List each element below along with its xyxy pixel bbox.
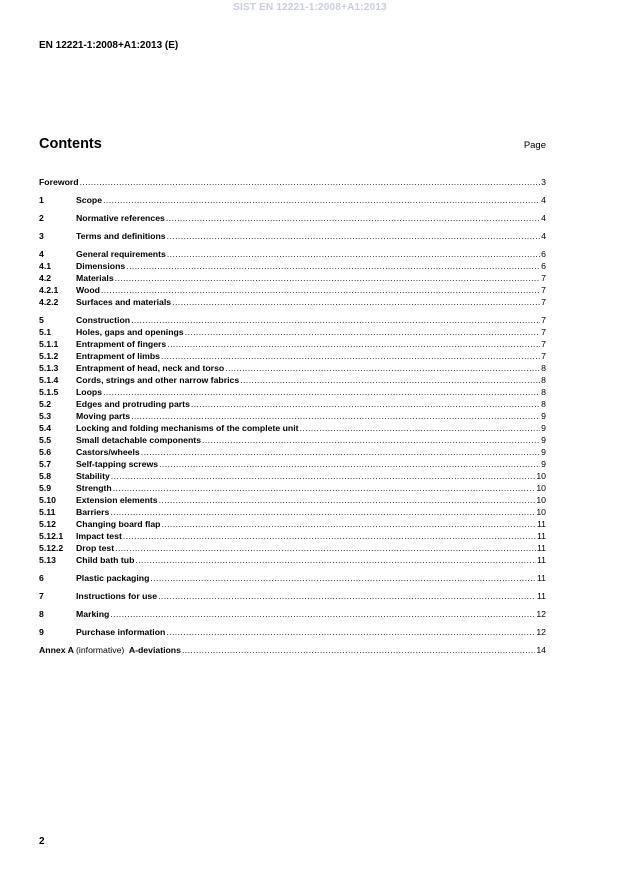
toc-entry-title: Impact test (76, 531, 122, 541)
toc-entry[interactable] (39, 572, 546, 584)
toc-entry-number: 5.6 (39, 447, 52, 457)
toc-entry-page: 7 (541, 285, 546, 295)
toc-entry-title: Entrapment of fingers (76, 339, 167, 349)
toc-dot-leader (167, 230, 541, 242)
toc-dot-leader (167, 248, 540, 260)
toc-dot-leader (135, 554, 536, 566)
toc-entry[interactable] (39, 398, 546, 410)
toc-entry-page: 9 (541, 423, 546, 433)
toc-entry-page: 10 (536, 507, 546, 517)
toc-entry-number: 5.12.1 (39, 531, 64, 541)
toc-entry-page: 11 (536, 531, 546, 541)
toc-entry-page: 11 (536, 591, 546, 601)
toc-entry[interactable] (39, 374, 546, 386)
toc-entry-number: 5.2 (39, 399, 52, 409)
toc-entry-number: 2 (39, 213, 44, 223)
toc-entry-title: Stability (76, 471, 110, 481)
toc-entry-number: 5 (39, 315, 44, 325)
toc-entry-title: Edges and protruding parts (76, 399, 190, 409)
toc-entry-number: 5.3 (39, 411, 52, 421)
toc-entry[interactable] (39, 458, 546, 470)
toc-entry-number: 5.1.1 (39, 339, 59, 349)
toc-dot-leader (113, 482, 536, 494)
toc-dot-leader (172, 296, 540, 308)
toc-dot-leader (185, 326, 541, 338)
toc-dot-leader (110, 608, 535, 620)
toc-entry[interactable] (39, 176, 546, 188)
toc-dot-leader (131, 410, 540, 422)
toc-entry-number: 5.1.5 (39, 387, 59, 397)
toc-entry[interactable] (39, 590, 546, 602)
toc-entry[interactable] (39, 386, 546, 398)
toc-entry-page: 11 (536, 519, 546, 529)
toc-dot-leader (161, 350, 540, 362)
toc-entry-title: Changing board flap (76, 519, 161, 529)
contents-title: Contents (39, 136, 102, 152)
toc-entry-page: 10 (536, 483, 546, 493)
toc-entry[interactable] (39, 314, 546, 326)
toc-entry-title: Plastic packaging (76, 573, 150, 583)
toc-entry[interactable] (39, 470, 546, 482)
toc-dot-leader (159, 458, 540, 470)
toc-entry-page: 7 (541, 315, 546, 325)
toc-entry[interactable] (39, 446, 546, 458)
toc-entry-number: 5.10 (39, 495, 56, 505)
toc-entry-title: Barriers (76, 507, 110, 517)
toc-entry-page: 6 (541, 261, 546, 271)
toc-entry-number: 6 (39, 573, 44, 583)
toc-entry[interactable] (39, 338, 546, 350)
toc-dot-leader (103, 386, 540, 398)
toc-entry-number: 5.1.2 (39, 351, 59, 361)
toc-entry-title: Scope (76, 195, 103, 205)
toc-entry-number: 5.1.3 (39, 363, 59, 373)
toc-entry[interactable] (39, 260, 546, 272)
toc-entry-page: 9 (541, 411, 546, 421)
toc-entry-page: 9 (541, 435, 546, 445)
toc-entry-page: 3 (541, 177, 546, 187)
toc-entry-title: Foreword (39, 177, 79, 187)
toc-entry-title: Wood (76, 285, 100, 295)
toc-entry-page: 6 (541, 249, 546, 259)
toc-entry-title: Terms and definitions (76, 231, 166, 241)
toc-entry-page: 7 (541, 327, 546, 337)
toc-dot-leader (101, 284, 540, 296)
toc-entry-title: Small detachable components (76, 435, 202, 445)
toc-entry[interactable] (39, 326, 546, 338)
annex-informative: (informative) (76, 645, 125, 655)
toc-dot-leader (115, 272, 540, 284)
toc-entry[interactable] (39, 422, 546, 434)
toc-entry-page: 7 (541, 339, 546, 349)
toc-entry-title: Cords, strings and other narrow fabrics (76, 375, 240, 385)
toc-entry-number: 4.1 (39, 261, 52, 271)
toc-entry-page: 8 (541, 363, 546, 373)
annex-name: A-deviations (128, 645, 181, 655)
toc-dot-leader (159, 494, 536, 506)
toc-dot-leader (240, 374, 540, 386)
page-column-label: Page (523, 140, 546, 151)
toc-dot-leader (80, 176, 541, 188)
toc-dot-leader (202, 434, 540, 446)
toc-dot-leader (158, 590, 536, 602)
toc-entry-title: Entrapment of head, neck and torso (76, 363, 225, 373)
toc-entry-number: 5.7 (39, 459, 52, 469)
toc-entry-page: 9 (541, 459, 546, 469)
toc-entry-title: Marking (76, 609, 110, 619)
toc-entry-title: Purchase information (76, 627, 166, 637)
toc-entry-number: 4.2 (39, 273, 52, 283)
toc-entry-number: 5.4 (39, 423, 52, 433)
toc-dot-leader (166, 626, 535, 638)
toc-entry-number: 5.9 (39, 483, 52, 493)
toc-dot-leader (123, 530, 536, 542)
toc-dot-leader (300, 422, 541, 434)
toc-entry-title: Strength (76, 483, 112, 493)
toc-entry-title: Locking and folding mechanisms of the complete unit (76, 423, 299, 433)
toc-entry-page: 4 (541, 231, 546, 241)
toc-entry-number: 5.8 (39, 471, 52, 481)
toc-dot-leader (110, 506, 535, 518)
toc-entry-title: Loops (76, 387, 103, 397)
toc-entry-number: 1 (39, 195, 44, 205)
toc-dot-leader (141, 446, 540, 458)
toc-entry-page: 8 (541, 399, 546, 409)
toc-dot-leader (115, 542, 536, 554)
toc-entry[interactable] (39, 296, 546, 308)
toc-entry-number: 9 (39, 627, 44, 637)
toc-dot-leader (111, 470, 536, 482)
toc-entry-title: Drop test (76, 543, 115, 553)
toc-entry-page: 4 (541, 213, 546, 223)
toc-entry-title: Entrapment of limbs (76, 351, 160, 361)
standard-header: EN 12221-1:2008+A1:2013 (E) (39, 40, 179, 51)
toc-entry-title: Child bath tub (76, 555, 135, 565)
toc-entry[interactable] (39, 248, 546, 260)
toc-dot-leader (191, 398, 540, 410)
toc-dot-leader (225, 362, 540, 374)
toc-entry[interactable] (39, 350, 546, 362)
toc-entry-page: 11 (536, 573, 546, 583)
toc-entry-annex[interactable] (39, 644, 546, 656)
toc-entry[interactable] (39, 518, 546, 530)
toc-entry-page: 4 (541, 195, 546, 205)
toc-entry[interactable] (39, 434, 546, 446)
toc-entry-page: 8 (541, 375, 546, 385)
toc-entry-page: 12 (536, 627, 546, 637)
toc-entry-page: 10 (536, 471, 546, 481)
toc-entry-title: General requirements (76, 249, 166, 259)
toc-entry-number: 4 (39, 249, 44, 259)
toc-entry-number: 5.5 (39, 435, 52, 445)
toc-dot-leader (167, 338, 540, 350)
toc-entry-number: 7 (39, 591, 44, 601)
annex-label: Annex A (39, 645, 74, 655)
toc-dot-leader (126, 260, 540, 272)
toc-entry[interactable] (39, 410, 546, 422)
toc-entry[interactable] (39, 482, 546, 494)
toc-entry-page: 11 (536, 543, 546, 553)
toc-entry-title: Holes, gaps and openings (76, 327, 184, 337)
toc-entry-title: Dimensions (76, 261, 126, 271)
toc-entry-page: 8 (541, 387, 546, 397)
toc-entry[interactable] (39, 212, 546, 224)
watermark-text: SIST EN 12221-1:2008+A1:2013 (233, 2, 387, 13)
toc-dot-leader (166, 212, 540, 224)
toc-entry-number: 5.13 (39, 555, 56, 565)
toc-entry-page: 10 (536, 495, 546, 505)
toc-entry[interactable] (39, 530, 546, 542)
toc-entry[interactable] (39, 608, 546, 620)
toc-entry[interactable] (39, 542, 546, 554)
toc-entry-title: Materials (76, 273, 114, 283)
toc-entry-number: 5.1 (39, 327, 52, 337)
toc-entry[interactable] (39, 272, 546, 284)
toc-entry-page: 14 (536, 645, 546, 655)
toc-dot-leader (131, 314, 540, 326)
toc-entry-title: Construction (76, 315, 131, 325)
toc-entry-title: Instructions for use (76, 591, 158, 601)
table-of-contents (39, 176, 546, 656)
page-number: 2 (39, 836, 45, 847)
toc-entry-number: 3 (39, 231, 44, 241)
toc-entry-title: Self-tapping screws (76, 459, 159, 469)
toc-entry-title: Extension elements (76, 495, 158, 505)
toc-entry-number: 5.12 (39, 519, 56, 529)
toc-entry-number: 8 (39, 609, 44, 619)
toc-entry-page: 7 (541, 351, 546, 361)
toc-entry[interactable] (39, 554, 546, 566)
toc-dot-leader (103, 194, 540, 206)
toc-entry[interactable] (39, 284, 546, 296)
toc-entry-page: 7 (541, 297, 546, 307)
toc-dot-leader (182, 644, 535, 656)
toc-entry-title: Normative references (76, 213, 165, 223)
toc-entry[interactable] (39, 626, 546, 638)
toc-entry-title: Moving parts (76, 411, 131, 421)
toc-entry-page: 12 (536, 609, 546, 619)
toc-entry-number: 4.2.2 (39, 297, 59, 307)
toc-entry[interactable] (39, 494, 546, 506)
toc-entry[interactable] (39, 506, 546, 518)
toc-dot-leader (150, 572, 536, 584)
toc-entry-number: 5.12.2 (39, 543, 64, 553)
toc-entry-title: Castors/wheels (76, 447, 140, 457)
toc-entry[interactable] (39, 194, 546, 206)
toc-entry[interactable] (39, 230, 546, 242)
toc-entry-page: 11 (536, 555, 546, 565)
toc-annex-title (39, 644, 181, 656)
toc-entry-number: 5.1.4 (39, 375, 59, 385)
toc-entry[interactable] (39, 362, 546, 374)
toc-entry-page: 9 (541, 447, 546, 457)
toc-entry-number: 5.11 (39, 507, 56, 517)
toc-entry-number: 4.2.1 (39, 285, 59, 295)
toc-entry-title: Surfaces and materials (76, 297, 172, 307)
toc-entry-page: 7 (541, 273, 546, 283)
toc-dot-leader (161, 518, 536, 530)
